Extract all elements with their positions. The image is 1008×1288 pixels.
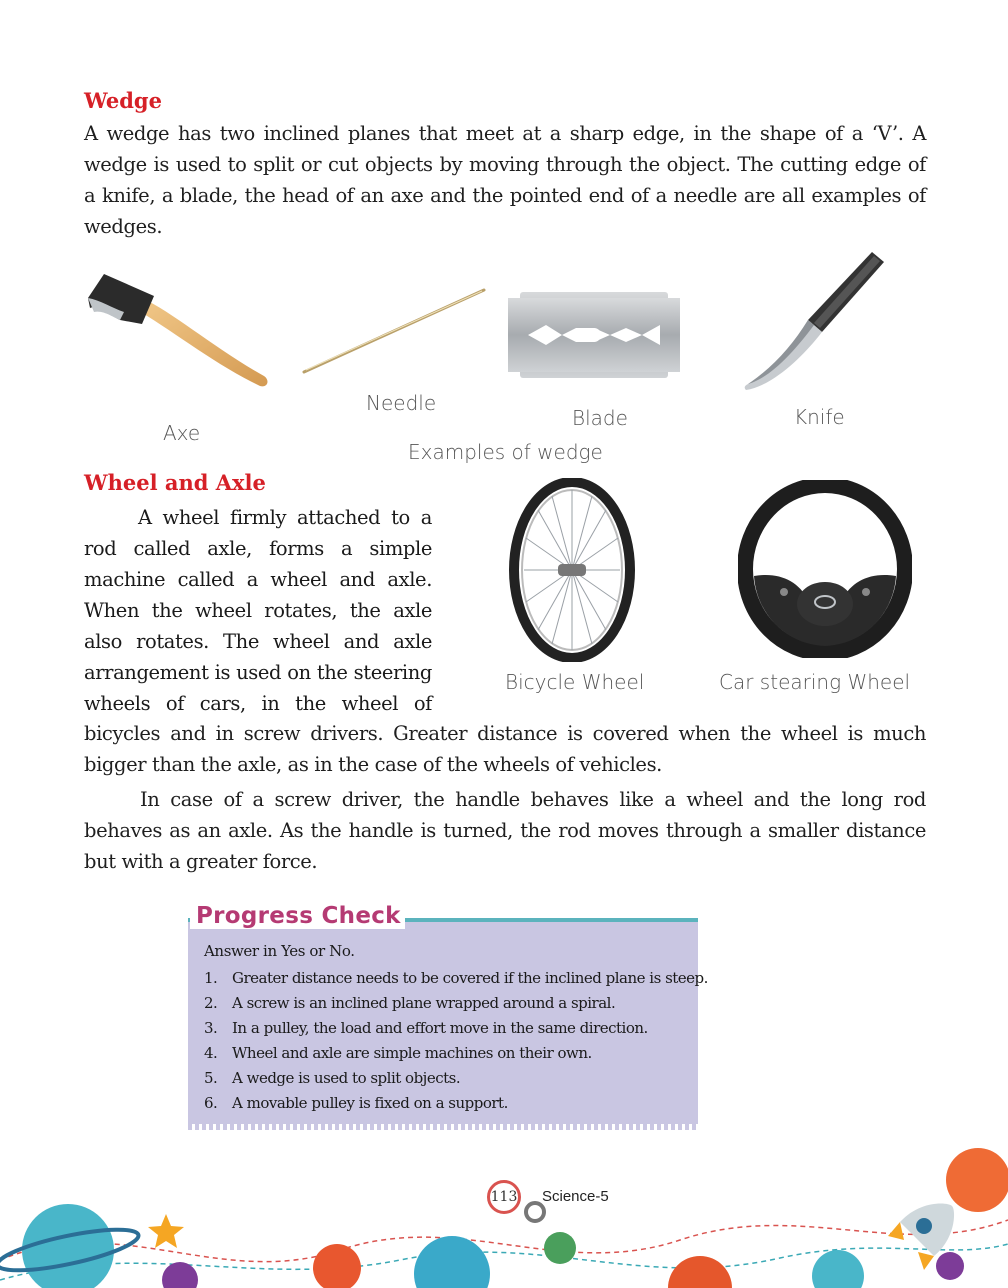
- blade-caption: Blade: [572, 406, 628, 430]
- car-steering-wheel-caption: Car stearing Wheel: [719, 670, 911, 694]
- bicycle-wheel-caption: Bicycle Wheel: [505, 670, 645, 694]
- progress-check-intro: Answer in Yes or No.: [204, 942, 355, 960]
- list-item: [204, 1016, 708, 1041]
- planet-orange-icon: [313, 1244, 361, 1288]
- item-text: A wedge is used to split objects.: [232, 1069, 461, 1087]
- list-item: [204, 1091, 708, 1116]
- wheel-axle-continuation: bicycles and in screw drivers. Greater distance is covered when the wheel is much bigger than the axle, as in the case of the wheels of vehicles.: [84, 722, 926, 776]
- list-item: [204, 1066, 708, 1091]
- item-number: 3.: [204, 1019, 218, 1037]
- item-number: 1.: [204, 969, 218, 987]
- star-icon: [148, 1214, 184, 1248]
- progress-check-list: [204, 966, 708, 1116]
- item-number: 5.: [204, 1069, 218, 1087]
- gear-icon: [526, 1203, 544, 1221]
- intro-line: machine called a wheel and axle.: [84, 568, 432, 591]
- needle-caption: Needle: [366, 391, 437, 415]
- intro-line: wheels of cars, in the wheel of: [84, 692, 432, 715]
- blade-image: [506, 290, 682, 380]
- wedge-figure-caption: Examples of wedge: [408, 440, 603, 464]
- wedge-heading: Wedge: [84, 88, 162, 113]
- item-text: A movable pulley is fixed on a support.: [232, 1094, 508, 1112]
- item-text: Greater distance needs to be covered if the inclined plane is steep.: [232, 969, 708, 987]
- item-text: Wheel and axle are simple machines on their own.: [232, 1044, 592, 1062]
- book-title: Science-5: [542, 1188, 609, 1205]
- intro-line: A wheel firmly attached to a: [138, 506, 432, 529]
- intro-line: rod called axle, forms a simple: [84, 537, 432, 560]
- needle-image: [300, 286, 488, 378]
- item-number: 2.: [204, 994, 218, 1012]
- intro-line: also rotates. The wheel and axle: [84, 630, 432, 653]
- wedge-paragraph: A wedge has two inclined planes that meet at a sharp edge, in the shape of a ‘V’. A wedge is used to split or cut objects by moving through the object. The cutting edge of a knife, a blade, the head of an axe and the pointed end of a needle are all examples of wedges.: [84, 122, 926, 238]
- item-text: A screw is an inclined plane wrapped around a spiral.: [232, 994, 616, 1012]
- knife-image: [742, 248, 888, 394]
- planet-ringed-icon: [0, 1204, 141, 1288]
- planet-small-purple-icon: [936, 1252, 964, 1280]
- planet-cyan-icon: [812, 1250, 864, 1288]
- page-number: 113: [487, 1180, 521, 1214]
- list-item: [204, 966, 708, 991]
- item-number: 6.: [204, 1094, 218, 1112]
- item-text: In a pulley, the load and effort move in the same direction.: [232, 1019, 648, 1037]
- planet-blue-icon: [414, 1236, 490, 1288]
- intro-line: arrangement is used on the steering: [84, 661, 432, 684]
- screwdriver-paragraph: In case of a screw driver, the handle behaves like a wheel and the long rod behaves as an axle. As the handle is turned, the rod moves through a smaller distance but with a greater force.: [84, 788, 926, 873]
- axe-caption: Axe: [163, 421, 201, 445]
- planet-striped-icon: [946, 1148, 1008, 1212]
- planet-purple-icon: [162, 1262, 198, 1288]
- item-number: 4.: [204, 1044, 218, 1062]
- list-item: [204, 1041, 708, 1066]
- planet-red-icon: [668, 1256, 732, 1288]
- intro-line: When the wheel rotates, the axle: [84, 599, 432, 622]
- axe-image: [84, 268, 274, 392]
- wheel-axle-heading: Wheel and Axle: [84, 470, 266, 495]
- earth-icon: [544, 1232, 576, 1264]
- steering-wheel-image: [738, 480, 912, 658]
- knife-caption: Knife: [794, 405, 845, 429]
- footer-space-illustration: [0, 1140, 1008, 1288]
- wheel-axle-intro: [84, 502, 432, 719]
- list-item: [204, 991, 708, 1016]
- progress-check-title: Progress Check: [190, 903, 405, 929]
- bicycle-wheel-image: [508, 478, 636, 662]
